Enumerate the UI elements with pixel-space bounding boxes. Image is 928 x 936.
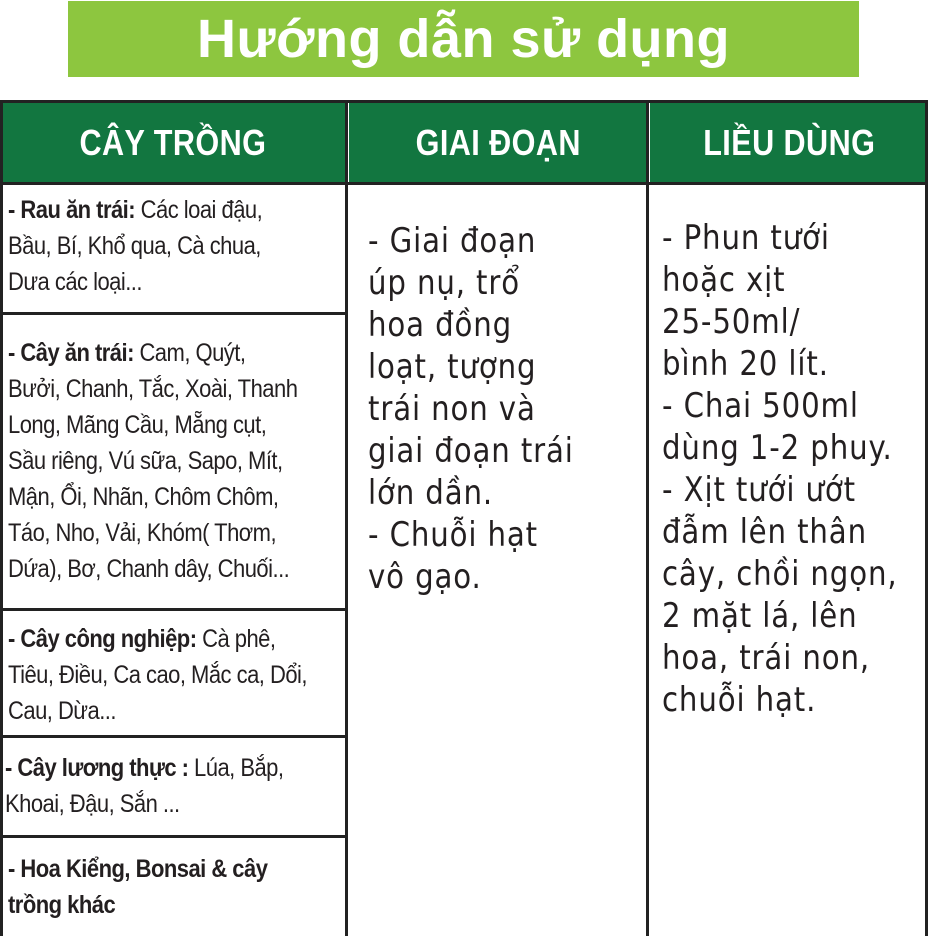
header-crop: CÂY TRỒNG	[0, 103, 345, 183]
row-divider	[0, 312, 348, 315]
dose-text: - Phun tưới hoặc xịt 25-50ml/ bình 20 lít. - Chai 500ml dùng 1-2 phuy. - Xịt tưới ướt đẫm lên thân cây, chồi ngọn, 2 mặt lá, lên hoa, trái non, chuỗi hạt.	[662, 218, 898, 720]
crop-row-vegetables: - Rau ăn trái: Các loai đậu, Bầu, Bí, Khổ qua, Cà chua, Dưa các loại...	[8, 196, 263, 296]
stage-text: - Giai đoạn úp nụ, trổ hoa đồng loạt, tượng trái non và giai đoạn trái lớn dần. - Chuỗi hạt vô gạo.	[368, 221, 574, 597]
header-dose: LIỀU DÙNG	[650, 103, 928, 183]
header-divider	[0, 182, 928, 185]
row-divider	[0, 608, 348, 611]
crop-row-fruit-trees: - Cây ăn trái: Cam, Quýt, Bưởi, Chanh, Tắc, Xoài, Thanh Long, Mãng Cầu, Mẵng cụt, Sầu riêng, Vú sữa, Sapo, Mít, Mận, Ổi, Nhãn, Chôm Chôm, Táo, Nho, Vải, Khóm( Thơm, Dứa), Bơ, Chanh dây, Chuối...	[8, 339, 298, 583]
page-title: Hướng dẫn sử dụng	[196, 9, 731, 69]
crop-row-ornamental: - Hoa Kiểng, Bonsai & cây trồng khác	[8, 855, 268, 919]
header-stage: GIAI ĐOẠN	[349, 103, 647, 183]
row-divider	[0, 735, 348, 738]
crop-row-industrial: - Cây công nghiệp: Cà phê, Tiêu, Điều, Ca cao, Mắc ca, Dổi, Cau, Dừa...	[8, 625, 307, 725]
table-border-left	[0, 100, 3, 936]
title-banner	[68, 1, 859, 77]
crop-row-food-crops: - Cây lương thực : Lúa, Bắp, Khoai, Đậu, Sắn ...	[5, 754, 284, 818]
column-divider-2	[646, 100, 649, 936]
row-divider	[0, 835, 348, 838]
